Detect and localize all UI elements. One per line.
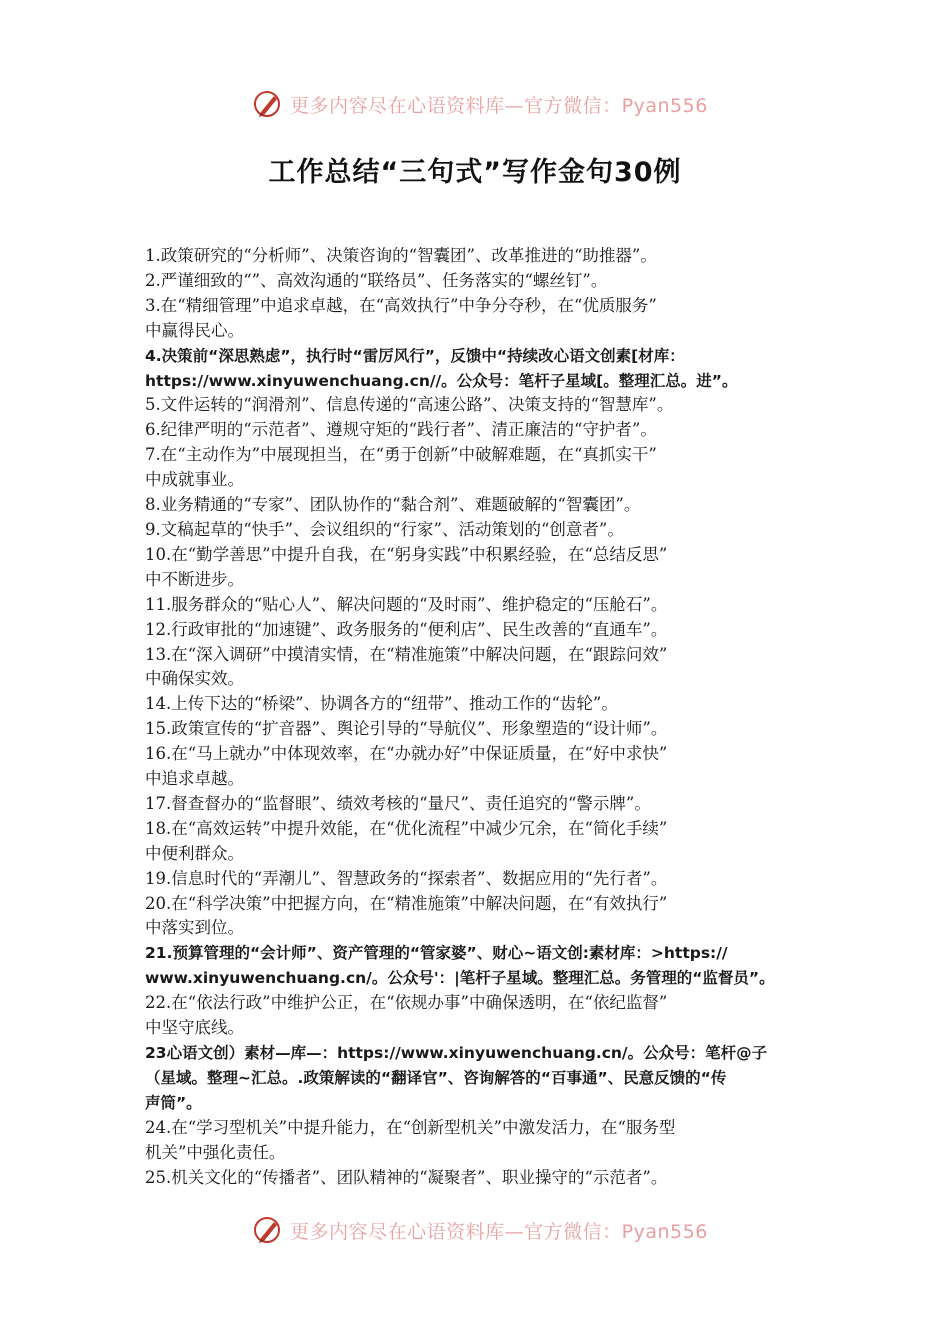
text-line: 12.行政审批的“加速键”、政务服务的“便利店”、民生改善的“直通车”。: [145, 619, 668, 639]
text-line: 1.政策研究的“分析师”、决策咨询的“智囊团”、改革推进的“助推器”。: [145, 246, 657, 265]
text-line: 中成就事业。: [145, 470, 244, 490]
text-line: 8.业务精通的“专家”、团队协作的“黏合剂”、难题破解的“智囊团”。: [145, 495, 641, 515]
page-title: 工作总结“三句式”写作金句30例: [268, 157, 682, 188]
text-line: 18.在“高效运转”中提升效能，在“优化流程”中减少冗余，在“简化手续”: [145, 818, 668, 838]
text-line: 声筒”。: [145, 1093, 202, 1112]
text-line: 11.服务群众的“贴心人”、解决问题的“及时雨”、维护稳定的“压舱石”。: [145, 594, 668, 614]
text-line: 4.决策前“深思熟虑”，执行时“雷厉风行”，反馈中“持续改心语文创素[材库：: [145, 346, 685, 365]
text-line: https://www.xinyuwenchuang.cn//。公众号：笔杆子星域[。整理汇总。进”。: [145, 371, 738, 390]
text-line: 14.上传下达的“桥梁”、协调各方的“纽带”、推动工作的“齿轮”。: [145, 694, 618, 714]
text-line: 中赢得民心。: [145, 320, 244, 340]
header-banner: [0, 84, 950, 124]
wechat-id: Pyan556: [621, 1220, 708, 1243]
text-line: 25.机关文化的“传播者”、团队精神的“凝聚者”、职业操守的“示范者”。: [145, 1167, 668, 1187]
text-line: 22.在“依法行政”中维护公正，在“依规办事”中确保透明，在“依纪监督”: [145, 993, 668, 1013]
document-body: [145, 244, 810, 1190]
banner-text: 更多内容尽在心语资料库—官方微信：Pyan556: [290, 1220, 708, 1243]
text-line: 15.政策宣传的“扩音器”、舆论引导的“导航仪”、形象塑造的“设计师”。: [145, 719, 668, 739]
text-line: 9.文稿起草的“快手”、会议组织的“行家”、活动策划的“创意者”。: [145, 519, 624, 539]
text-line: 中落实到位。: [145, 918, 244, 938]
text-line: 24.在“学习型机关”中提升能力，在“创新型机关”中激发活力，在“服务型: [145, 1117, 676, 1137]
text-line: 3.在“精细管理”中追求卓越，在“高效执行”中争分夺秒，在“优质服务”: [145, 295, 657, 315]
text-line: 中确保实效。: [145, 669, 244, 689]
text-line: 10.在“勤学善思”中提升自我，在“躬身实践”中积累经验，在“总结反思”: [145, 544, 668, 564]
footer-banner: [0, 1210, 950, 1250]
text-line: 中坚守底线。: [145, 1018, 244, 1038]
banner-text: 更多内容尽在心语资料库—官方微信：Pyan556: [290, 94, 708, 117]
text-line: 19.信息时代的“弄潮儿”、智慧政务的“探索者”、数据应用的“先行者”。: [145, 868, 668, 888]
text-line: www.xinyuwenchuang.cn/。公众号'：|笔杆子星域。整理汇总。务管理的“监督员”。: [145, 969, 775, 988]
pen-logo-icon: [252, 1214, 284, 1246]
text-line: 20.在“科学决策”中把握方向，在“精准施策”中解决问题，在“有效执行”: [145, 893, 668, 913]
pen-logo-icon: [252, 88, 284, 120]
text-line: 机关”中强化责任。: [145, 1142, 286, 1162]
text-line: 2.严谨细致的“”、高效沟通的“联络员”、任务落实的“螺丝钉”。: [145, 270, 608, 290]
text-line: 中便利群众。: [145, 843, 244, 863]
text-line: 5.文件运转的“润滑剂”、信息传递的“高速公路”、决策支持的“智慧库”。: [145, 395, 674, 415]
text-line: 23心语文创）素材—库—：https://www.xinyuwenchuang.cn/。公众号：笔杆@子: [145, 1044, 768, 1062]
text-line: 6.纪律严明的“示范者”、遵规守矩的“践行者”、清正廉洁的“守护者”。: [145, 420, 657, 440]
text-line: 中追求卓越。: [145, 769, 244, 789]
text-line: 13.在“深入调研”中摸清实情，在“精准施策”中解决问题，在“跟踪问效”: [145, 644, 668, 664]
text-line: 17.督查督办的“监督眼”、绩效考核的“量尺”、责任追究的“警示牌”。: [145, 793, 651, 813]
wechat-id: Pyan556: [621, 94, 708, 117]
text-line: （星域。整理~汇总。.政策解读的“翻译官”、咨询解答的“百事通”、民意反馈的“传: [145, 1068, 727, 1087]
text-line: 7.在“主动作为”中展现担当，在“勇于创新”中破解难题，在“真抓实干”: [145, 445, 657, 465]
text-line: 21.预算管理的“会计师”、资产管理的“管家婆”、财心~语文创:素材库：>https://: [145, 944, 728, 963]
text-line: 中不断进步。: [145, 569, 244, 589]
text-line: 16.在“马上就办”中体现效率，在“办就办好”中保证质量，在“好中求快”: [145, 744, 668, 764]
